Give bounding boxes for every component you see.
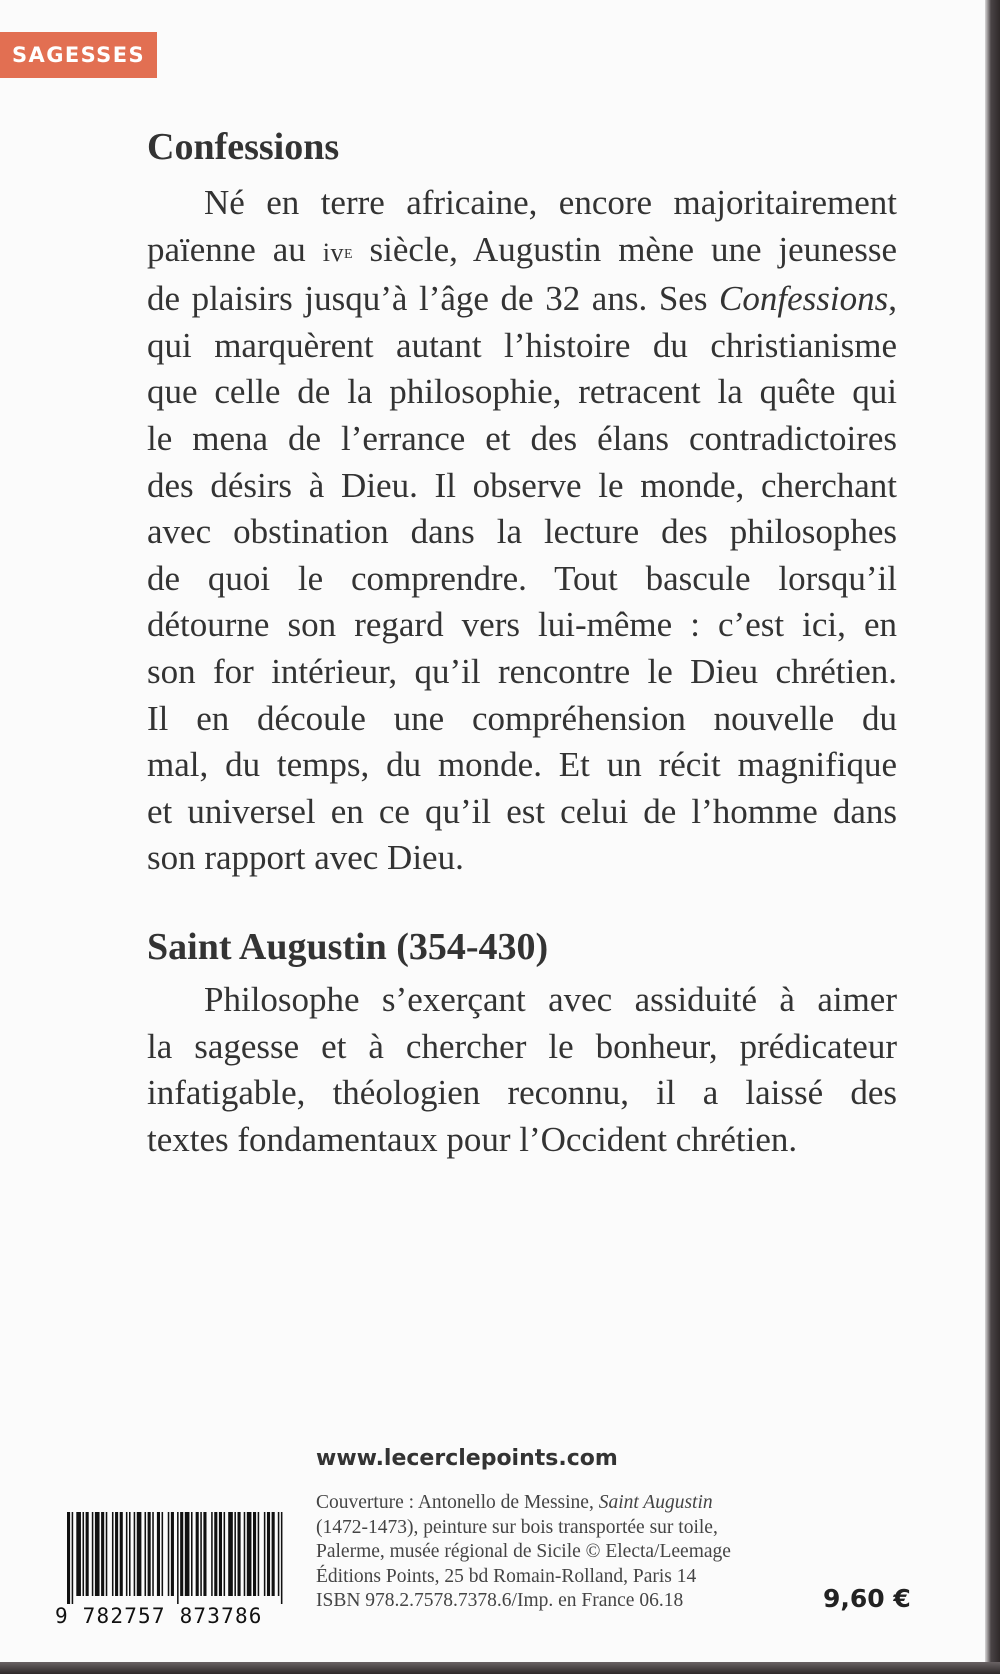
barcode-bar: [281, 1512, 283, 1604]
barcode-bar: [86, 1512, 89, 1596]
desc-line-5: que celle de la philosophie, retracent la quête qui: [147, 372, 897, 412]
desc-line-9: de quoi le comprendre. Tout bascule lorsqu’il: [147, 558, 897, 598]
credits-line-5: ISBN 978.2.7578.7378.6/Imp. en France 06.18: [316, 1590, 684, 1611]
barcode-bar: [244, 1512, 246, 1596]
bio-line-2: la sagesse et à chercher le bonheur, prédicateur: [147, 1026, 897, 1066]
barcode-bars: [55, 1512, 295, 1604]
desc-line-1: Né en terre africaine, encore majoritairement: [204, 183, 897, 222]
page-edge-bottom: [0, 1662, 1000, 1674]
barcode-bar: [267, 1512, 270, 1596]
barcode-bar: [112, 1512, 114, 1596]
barcode-bar: [264, 1512, 266, 1596]
collection-label: SAGESSES: [12, 43, 145, 67]
desc-line-2: païenne au $iv^e$ siècle, Augustin mène une jeunesse: [147, 229, 897, 269]
barcode-bar: [185, 1512, 190, 1596]
barcode-bar: [76, 1512, 81, 1596]
barcode-bar: [106, 1512, 108, 1596]
desc-line-4: qui marquèrent autant l’histoire du christianisme: [147, 325, 897, 365]
barcode-bar: [168, 1512, 170, 1596]
barcode-bar: [224, 1512, 226, 1596]
barcode-bar: [148, 1512, 151, 1596]
desc-line-6: le mena de l’errance et des élans contradictoires: [147, 418, 897, 458]
barcode-bar: [258, 1512, 260, 1596]
desc-line-12: Il en découle une compréhension nouvelle du: [147, 698, 897, 738]
bio-line-4: textes fondamentaux pour l’Occident chrétien.: [147, 1119, 798, 1159]
barcode-bar: [228, 1512, 233, 1596]
book-title: Confessions: [147, 126, 340, 168]
barcode-bar: [120, 1512, 123, 1596]
bio-line-3: infatigable, théologien reconnu, il a laissé des: [147, 1073, 897, 1113]
bio-line-1: Philosophe s’exerçant avec assiduité à aimer: [204, 980, 897, 1019]
barcode-bar: [95, 1512, 100, 1596]
author-heading: Saint Augustin (354-430): [147, 926, 549, 968]
desc-line-7: des désirs à Dieu. Il observe le monde, cherchant: [147, 465, 897, 505]
barcode-digits: 9 782757 873786: [55, 1604, 263, 1628]
barcode-bar: [214, 1512, 217, 1596]
desc-line-8: avec obstination dans la lecture des philosophes: [147, 512, 897, 552]
barcode-bar: [247, 1512, 252, 1596]
barcode-bar: [200, 1512, 202, 1596]
website-link[interactable]: www.lecerclepoints.com: [316, 1446, 618, 1471]
barcode-bar: [238, 1512, 241, 1596]
page-edge-right: [985, 0, 1000, 1674]
isbn-barcode: [55, 1512, 295, 1630]
barcode-bar: [134, 1512, 136, 1596]
barcode-bar: [115, 1512, 118, 1596]
barcode-bar: [137, 1512, 142, 1596]
barcode-bar: [67, 1512, 70, 1604]
desc-line-11: son for intérieur, qu’il rencontre le Dieu chrétien.: [147, 651, 897, 691]
barcode-bar: [157, 1512, 160, 1596]
book-description: [147, 180, 897, 882]
barcode-bar: [219, 1512, 222, 1596]
barcode-bar: [145, 1512, 147, 1596]
credits-line-3: Palerme, musée régional de Sicile © Electa/Leemage: [316, 1541, 731, 1562]
barcode-bar: [83, 1512, 85, 1596]
barcode-bar: [211, 1512, 213, 1596]
desc-line-15: son rapport avec Dieu.: [147, 838, 464, 878]
barcode-bar: [72, 1512, 74, 1604]
credits-line-4: Éditions Points, 25 bd Romain-Rolland, Paris 14: [316, 1565, 697, 1587]
barcode-bar: [180, 1512, 183, 1596]
barcode-bar: [234, 1512, 236, 1596]
desc-line-3: de plaisirs jusqu’à l’âge de 32 ans. Ses Confessions,: [147, 279, 897, 319]
desc-line-10: détourne son regard vers lui-même : c’est ici, en: [147, 605, 897, 645]
credits-line-1: Couverture : Antonello de Messine, Saint Augustin: [316, 1492, 713, 1513]
price: 9,60 €: [823, 1584, 911, 1613]
cover-credits: [316, 1491, 786, 1614]
barcode-bar: [126, 1512, 128, 1596]
barcode-bar: [278, 1512, 280, 1596]
barcode-bar: [253, 1512, 256, 1596]
credits-line-2: (1472-1473), peinture sur bois transportée sur toile,: [316, 1516, 718, 1538]
barcode-bar: [171, 1512, 174, 1596]
author-bio: [147, 977, 897, 1163]
collection-badge: [0, 32, 157, 78]
barcode-bar: [272, 1512, 275, 1596]
desc-line-14: et universel en ce qu’il est celui de l’homme dans: [147, 791, 897, 831]
barcode-bar: [203, 1512, 206, 1596]
barcode-bar: [162, 1512, 164, 1596]
barcode-bar: [191, 1512, 193, 1596]
barcode-bar: [177, 1512, 179, 1604]
barcode-bar: [92, 1512, 94, 1596]
barcode-bar: [101, 1512, 104, 1596]
barcode-bar: [196, 1512, 199, 1596]
desc-line-13: mal, du temps, du monde. Et un récit magnifique: [147, 745, 897, 785]
barcode-bar: [129, 1512, 131, 1596]
barcode-bar: [152, 1512, 154, 1596]
